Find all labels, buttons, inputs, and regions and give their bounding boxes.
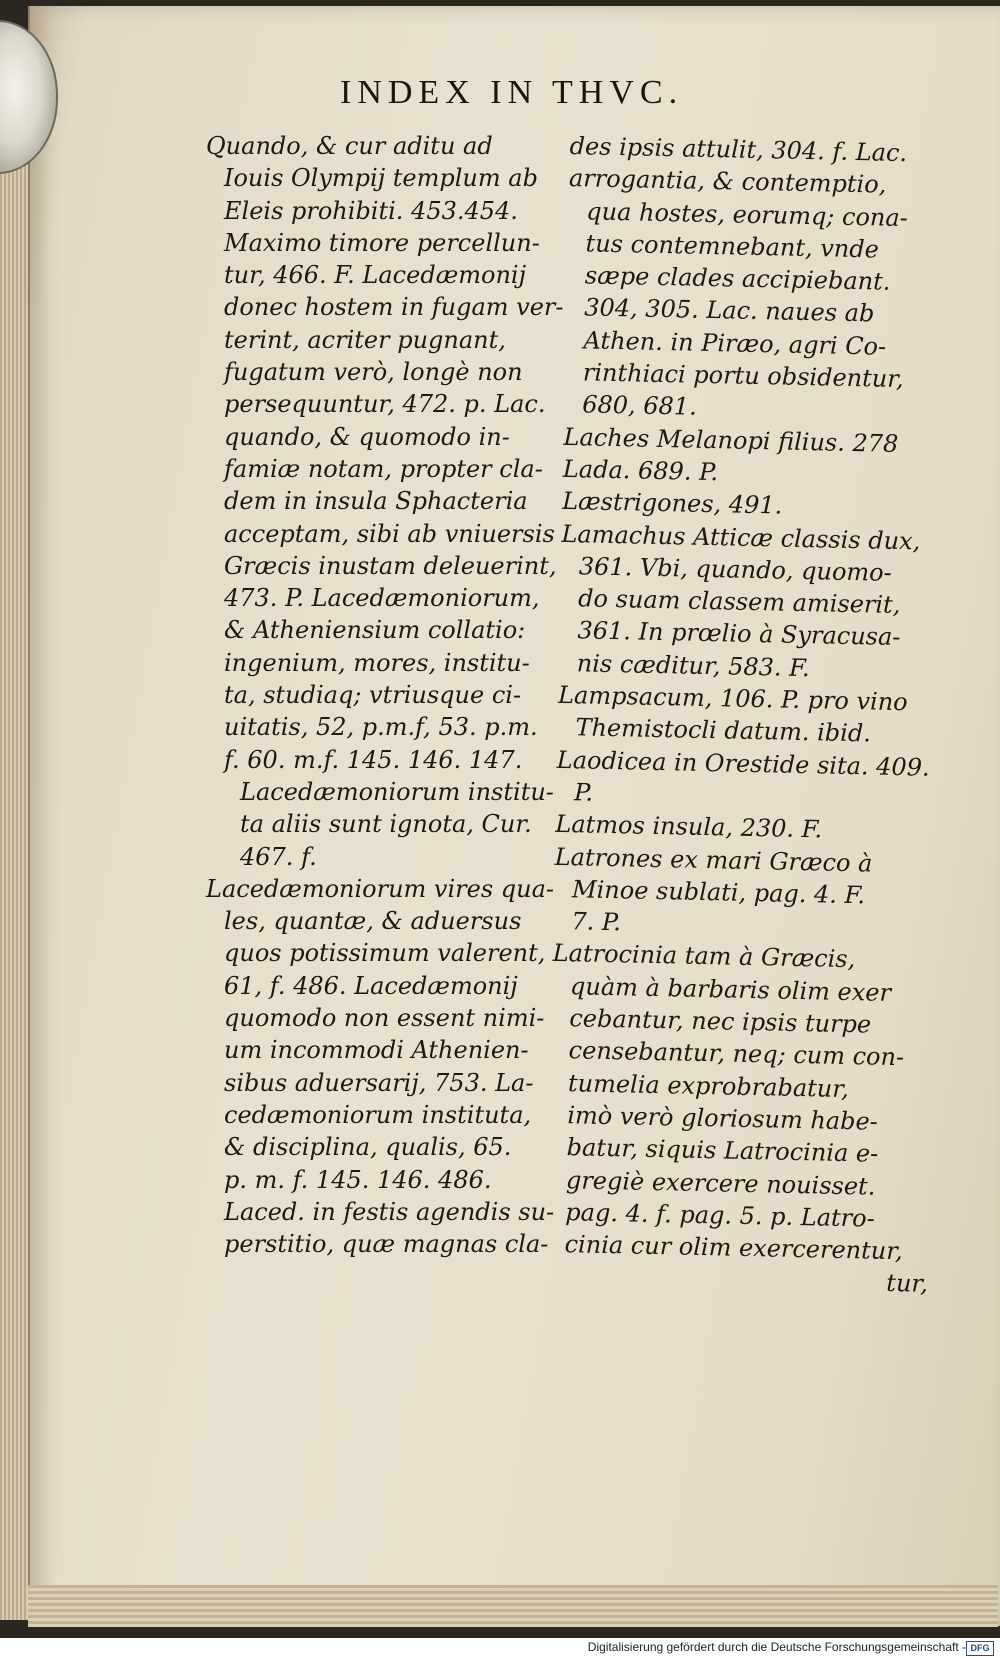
index-line: & Atheniensium collatio: <box>224 616 526 645</box>
index-line: censebantur, neq; cum con- <box>568 1036 905 1072</box>
index-line: Latrones ex mari Græco à <box>554 842 873 878</box>
index-line: 361. Vbi, quando, quomo- <box>578 552 893 587</box>
index-line: quàm à barbaris olim exer <box>569 971 892 1007</box>
index-line: arrogantia, & contemptio, <box>568 164 887 199</box>
index-line: Latrocinia tam à Græcis, <box>552 939 856 974</box>
index-line: 304, 305. Lac. naues ab <box>583 293 875 328</box>
index-line: Lacedæmoniorum vires qua- <box>206 874 555 903</box>
running-head: INDEX IN THVC. <box>340 74 684 111</box>
index-line: 467. f. <box>240 842 317 871</box>
index-line: dem in insula Sphacteria <box>224 487 528 516</box>
index-line: Iouis Olympij templum ab <box>224 164 538 193</box>
index-line: Laced. in festis agendis su- <box>224 1197 555 1226</box>
index-line: acceptam, sibi ab vniuersis <box>224 519 555 548</box>
index-line: 473. P. Lacedæmoniorum, <box>224 584 540 613</box>
index-line: persequuntur, 472. p. Lac. <box>224 390 546 419</box>
index-line: p. m. f. 145. 146. 486. <box>224 1165 492 1194</box>
index-line: ta aliis sunt ignota, Cur. <box>240 810 532 839</box>
index-line: donec hostem in fugam ver- <box>224 293 564 322</box>
index-line: gregiè exercere nouisset. <box>565 1165 876 1201</box>
index-line: Laodicea in Orestide sita. 409. <box>556 745 930 782</box>
left-column <box>206 130 578 1260</box>
index-line: batur, siquis Latrocinia e- <box>566 1133 879 1168</box>
index-line: cebantur, nec ipsis turpe <box>569 1004 872 1039</box>
index-line: tur, 466. F. Lacedæmonij <box>224 261 527 290</box>
index-line: ta, studiaq; vtriusque ci- <box>224 681 522 710</box>
index-line: 361. In prœlio à Syracusa- <box>577 616 901 652</box>
index-line: Latmos insula, 230. F. <box>555 810 823 844</box>
index-line: terint, acriter pugnant, <box>224 325 506 354</box>
index-line: Minoe sublati, pag. 4. F. <box>571 875 866 910</box>
index-line: Eleis prohibiti. 453.454. <box>224 196 518 225</box>
index-line: rinthiaci portu obsidentur, <box>582 358 905 394</box>
index-line: sibus aduersarij, 753. La- <box>224 1068 534 1097</box>
index-line: Themistocli datum. ibid. <box>575 713 872 748</box>
index-line: f. 60. m.f. 145. 146. 147. <box>224 745 523 774</box>
index-line: Lampsacum, 106. P. pro vino <box>557 680 908 717</box>
page-bottom-edges <box>28 1585 998 1627</box>
index-line: 7. P. <box>571 907 622 937</box>
index-line: Lada. 689. P. <box>562 454 719 487</box>
index-line: les, quantæ, & aduersus <box>224 907 522 936</box>
index-line: tur, <box>886 1269 929 1299</box>
index-line: quando, & quomodo in- <box>224 422 510 451</box>
index-line: des ipsis attulit, 304. f. Lac. <box>569 131 908 168</box>
index-line: 61, f. 486. Lacedæmonij <box>224 971 518 1000</box>
index-line: & disciplina, qualis, 65. <box>224 1133 512 1162</box>
index-line: tus contemnebant, vnde <box>585 229 880 264</box>
index-line: P. <box>573 778 594 807</box>
index-line: qua hostes, eorumq; cona- <box>586 196 909 232</box>
index-line: imò verò gloriosum habe- <box>567 1101 879 1136</box>
dfg-logo: DFG <box>966 1641 994 1656</box>
index-line: uitatis, 52, p.m.f, 53. p.m. <box>224 713 538 742</box>
index-line: pag. 4. f. pag. 5. p. Latro- <box>565 1197 876 1233</box>
index-line: Quando, & cur aditu ad <box>206 132 493 160</box>
index-line: 680, 681. <box>581 390 698 422</box>
index-line: fugatum verò, longè non <box>224 358 523 387</box>
index-line: sæpe clades accipiebant. <box>584 261 891 296</box>
index-line: cedæmoniorum instituta, <box>224 1100 532 1129</box>
index-line: Laches Melanopi filius. 278 <box>563 422 899 458</box>
index-line: perstitio, quæ magnas cla- <box>224 1230 549 1259</box>
index-line: Maximo timore percellun- <box>224 228 540 257</box>
index-line: Lamachus Atticæ classis dux, <box>561 519 921 555</box>
index-line: cinia cur olim exercerentur, <box>564 1230 904 1266</box>
index-line: tumelia exprobrabatur, <box>567 1068 850 1103</box>
index-line: quomodo non essent nimi- <box>224 1004 545 1033</box>
index-line: um incommodi Athenien- <box>224 1036 529 1065</box>
index-line: do suam classem amiserit, <box>577 584 901 620</box>
right-column <box>546 130 960 1301</box>
funding-notice: Digitalisierung gefördert durch die Deutsche Forschungsgemeinschaft - <box>587 1640 966 1654</box>
index-line: Lacedæmoniorum institu- <box>240 777 554 806</box>
index-line: Athen. in Piræo, agri Co- <box>583 326 887 361</box>
index-line: ingenium, mores, institu- <box>224 648 530 677</box>
index-line: nis cæditur, 583. F. <box>576 649 811 682</box>
index-line: famiæ notam, propter cla- <box>224 454 543 483</box>
index-line: quos potissimum valerent, <box>224 939 546 968</box>
index-line: Læstrigones, 491. <box>561 487 783 520</box>
index-line: Græcis inustam deleuerint, <box>224 551 557 580</box>
